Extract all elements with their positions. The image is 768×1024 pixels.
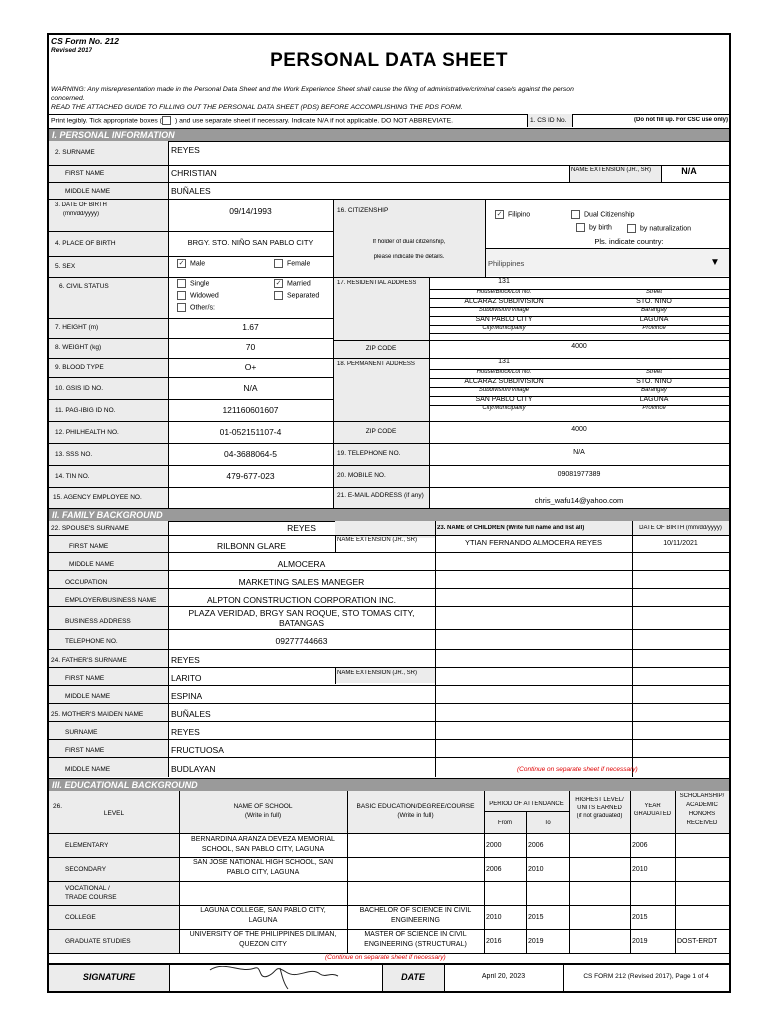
res-barangay-value[interactable]: STO. NIÑO	[636, 298, 672, 305]
honors-header-2: ACADEMIC	[686, 802, 718, 808]
to-header: To	[544, 820, 551, 826]
res-city-value[interactable]: SAN PABLO CITY	[475, 316, 533, 323]
country-value: Philippines	[488, 259, 525, 268]
sss-value[interactable]: 04-3688064-5	[224, 449, 277, 459]
level-graduate-studies: GRADUATE STUDIES	[65, 938, 131, 945]
mother-maiden-label: 25. MOTHER'S MAIDEN NAME	[51, 711, 144, 718]
pagibig-value[interactable]: 121160601607	[222, 405, 279, 415]
highest-level-header: HIGHEST LEVEL/	[575, 797, 624, 803]
date-value[interactable]: April 20, 2023	[481, 973, 526, 980]
perm-province-value[interactable]: LAGUNA	[639, 396, 669, 403]
education-number: 26.	[53, 803, 63, 810]
residential-address-label: 17. RESIDENTIAL ADDRESS	[337, 280, 417, 286]
level-elementary: ELEMENTARY	[65, 842, 109, 849]
year-graduated-value[interactable]: 2015	[632, 914, 648, 921]
perm-province-label: Province	[642, 405, 666, 411]
form-number: CS Form No. 212	[51, 36, 120, 46]
pob-value[interactable]: BRGY. STO. NIÑO SAN PABLO CITY	[187, 238, 314, 247]
school-value[interactable]: UNIVERSITY OF THE PHILIPPINES DILIMAN,	[189, 931, 337, 938]
checkbox-icon	[177, 303, 186, 312]
cs-id-label: 1. CS ID No.	[530, 117, 567, 124]
year-graduated-value[interactable]: 2019	[632, 938, 648, 945]
employer-value[interactable]: ALPTON CONSTRUCTION CORPORATION INC.	[206, 595, 397, 605]
father-middle-name-value[interactable]: ESPINA	[171, 691, 203, 701]
section-family-background: II. FAMILY BACKGROUND	[49, 508, 729, 522]
telephone-value[interactable]: N/A	[573, 449, 585, 456]
school-value[interactable]: SAN JOSE NATIONAL HIGH SCHOOL, SAN	[192, 859, 334, 866]
to-value[interactable]: 2006	[528, 842, 544, 849]
mother-maiden-value[interactable]: BUÑALES	[171, 709, 211, 719]
country-dropdown[interactable]	[486, 249, 729, 276]
honors-header-3: HONORS	[688, 811, 716, 817]
honors-header: SCHOLARSHIP/	[679, 793, 725, 799]
sex-female-option[interactable]: Female	[274, 259, 310, 268]
perm-zipcode-value[interactable]: 4000	[571, 426, 587, 433]
page-title: PERSONAL DATA SHEET	[270, 50, 508, 71]
mother-first-name-label: FIRST NAME	[65, 747, 105, 754]
level-trade-course: TRADE COURSE	[65, 894, 117, 901]
first-name-label: FIRST NAME	[65, 170, 105, 177]
period-header: PERIOD OF ATTENDANCE	[489, 801, 564, 807]
perm-house-label: House/Block/Lot No.	[476, 369, 532, 375]
checkbox-icon	[576, 223, 585, 232]
perm-house-value[interactable]: 131	[498, 358, 510, 365]
telephone-label: 19. TELEPHONE NO.	[337, 450, 401, 457]
email-value[interactable]: chris_wafu14@yahoo.com	[534, 496, 624, 505]
check-icon: ✓	[178, 260, 185, 267]
res-province-value[interactable]: LAGUNA	[639, 316, 669, 323]
spouse-middle-name-label: MIDDLE NAME	[69, 561, 115, 568]
school-value-2[interactable]: QUEZON CITY	[239, 941, 287, 948]
children-dob-label: DATE OF BIRTH (mm/dd/yyyy)	[639, 525, 722, 531]
from-value[interactable]: 2016	[486, 938, 502, 945]
level-vocational: VOCATIONAL /	[65, 885, 110, 892]
form-reference: CS FORM 212 (Revised 2017), Page 1 of 4	[583, 973, 709, 980]
mother-middle-name-value[interactable]: BUDLAYAN	[171, 764, 216, 774]
civil-others-option[interactable]: Other/s:	[177, 303, 215, 312]
signature-label: SIGNATURE	[82, 972, 136, 982]
checkbox-icon	[274, 291, 283, 300]
year-graduated-header-2: GRADUATED	[633, 811, 672, 817]
gsis-value[interactable]: N/A	[243, 383, 258, 393]
mother-surname-label: SURNAME	[65, 729, 98, 736]
guide-instruction: READ THE ATTACHED GUIDE TO FILLING OUT THE PERSONAL DATA SHEET (PDS) BEFORE ACCOMPLISHING THE PDS FORM.	[51, 104, 463, 111]
form-revision: Revised 2017	[51, 47, 93, 54]
honors-value[interactable]: DOST-ERDT	[677, 938, 718, 945]
perm-subdivision-value[interactable]: ALCARAZ SUBDIVISION	[464, 378, 544, 385]
citizenship-dual-option[interactable]: Dual Citizenship	[571, 210, 635, 219]
checkbox-icon	[274, 259, 283, 268]
res-subdivision-label: Subdivision/Village	[478, 307, 530, 313]
school-value-2[interactable]: SCHOOL, SAN PABLO CITY, LAGUNA	[201, 846, 325, 853]
dual-citizenship-note-2: please indicate the details.	[373, 254, 445, 260]
honors-header-4: RECEIVED	[686, 820, 718, 826]
tin-value[interactable]: 479-677-023	[226, 471, 275, 481]
civil-married-option[interactable]: ✓ Married	[275, 280, 311, 288]
perm-zipcode-label: ZIP CODE	[365, 428, 397, 435]
father-first-name-label: FIRST NAME	[65, 675, 105, 682]
school-value[interactable]: BERNARDINA ARANZA DEVEZA MEMORIAL	[191, 836, 335, 843]
highest-level-header-2: UNITS EARNED	[577, 805, 622, 811]
chevron-down-icon: ▼	[710, 257, 720, 268]
to-value[interactable]: 2019	[528, 938, 544, 945]
from-value[interactable]: 2006	[486, 866, 502, 873]
spouse-middle-name-value[interactable]: ALMOCERA	[277, 559, 326, 569]
spouse-surname-label: 22. SPOUSE'S SURNAME	[51, 525, 129, 532]
from-value[interactable]: 2000	[486, 842, 502, 849]
middle-name-label: MIDDLE NAME	[65, 188, 111, 195]
checkbox-icon	[571, 210, 580, 219]
blood-type-value[interactable]: O+	[244, 362, 257, 372]
section-personal-information: I. PERSONAL INFORMATION	[49, 128, 729, 142]
from-header: From	[498, 820, 512, 826]
res-house-label: House/Block/Lot No.	[476, 289, 532, 295]
philhealth-label: 12. PHILHEALTH NO.	[55, 429, 119, 436]
signature-image	[170, 966, 381, 990]
res-city-label: City/Municipality	[482, 325, 526, 331]
res-subdivision-value[interactable]: ALCARAZ SUBDIVISION	[464, 298, 544, 305]
civil-single-option[interactable]: Single	[177, 279, 209, 288]
school-value-2[interactable]: PABLO CITY, LAGUNA	[226, 869, 300, 876]
sex-male-option[interactable]: ✓ Male	[178, 260, 206, 268]
mother-surname-value[interactable]: REYES	[171, 727, 200, 737]
spouse-name-extension-label: NAME EXTENSION (JR., SR)	[337, 537, 418, 543]
father-name-extension-label: NAME EXTENSION (JR., SR)	[337, 670, 418, 676]
name-extension-label: NAME EXTENSION (JR., SR)	[571, 167, 652, 173]
highest-level-header-3: (if not graduated)	[576, 813, 623, 819]
cs-id-note: (Do not fill up. For CSC use only)	[634, 117, 728, 123]
from-value[interactable]: 2010	[486, 914, 502, 921]
height-value[interactable]: 1.67	[242, 322, 259, 332]
year-graduated-value[interactable]: 2010	[632, 866, 648, 873]
print-instruction: Print legibly. Tick appropriate boxes ( ) and use separate sheet if necessary. Indicate N/A if not applicable. DO NOT ABBREVIATE.	[51, 117, 454, 125]
res-zipcode-value[interactable]: 4000	[571, 343, 587, 350]
business-address-label: BUSINESS ADDRESS	[65, 618, 131, 625]
civil-status-label: 6. CIVIL STATUS	[59, 283, 109, 290]
sample-checkbox-icon	[162, 116, 171, 125]
education-continue-note: (Continue on separate sheet if necessary)	[325, 954, 446, 961]
level-college: COLLEGE	[65, 914, 96, 921]
spouse-telephone-value[interactable]: 09277744663	[275, 636, 328, 646]
weight-label: 8. WEIGHT (kg)	[55, 344, 102, 351]
father-surname-label: 24. FATHER'S SURNAME	[51, 657, 127, 664]
perm-city-value[interactable]: SAN PABLO CITY	[475, 396, 533, 403]
section-educational-background: III. EDUCATIONAL BACKGROUND	[49, 778, 729, 792]
checkbox-icon	[177, 291, 186, 300]
spouse-first-name-label: FIRST NAME	[69, 543, 109, 550]
sss-label: 13. SSS NO.	[55, 451, 93, 458]
course-header-note: (Write in full)	[397, 812, 434, 819]
perm-barangay-value[interactable]: STO. NIÑO	[636, 378, 672, 385]
citizenship-label: 16. CITIZENSHIP	[337, 207, 389, 214]
surname-label: 2. SURNAME	[55, 149, 95, 156]
pagibig-label: 11. PAG-IBIG ID NO.	[55, 407, 116, 414]
date-label: DATE	[401, 972, 425, 982]
res-zipcode-label: ZIP CODE	[365, 345, 397, 352]
father-first-name-value[interactable]: LARITO	[171, 673, 202, 683]
check-icon: ✓	[275, 280, 282, 287]
check-icon: ✓	[496, 211, 503, 218]
blood-type-label: 9. BLOOD TYPE	[55, 364, 104, 371]
mother-middle-name-label: MIDDLE NAME	[65, 766, 111, 773]
civil-widowed-option[interactable]: Widowed	[177, 291, 219, 300]
gsis-label: 10. GSIS ID NO.	[55, 385, 104, 392]
school-header: NAME OF SCHOOL	[233, 803, 293, 810]
perm-city-label: City/Municipality	[482, 405, 526, 411]
mobile-value[interactable]: 09081977389	[557, 471, 601, 478]
occupation-value[interactable]: MARKETING SALES MANEGER	[238, 577, 365, 587]
level-header: LEVEL	[103, 810, 125, 817]
agency-employee-label: 15. AGENCY EMPLOYEE NO.	[53, 494, 142, 501]
citizenship-filipino-option[interactable]: ✓ Filipino	[496, 211, 531, 219]
business-address-value-2[interactable]: BATANGAS	[278, 618, 325, 628]
res-province-label: Province	[642, 325, 666, 331]
mother-first-name-value[interactable]: FRUCTUOSA	[171, 745, 224, 755]
warning-text-2: concerned.	[51, 95, 85, 102]
checkbox-icon	[627, 224, 636, 233]
year-graduated-value[interactable]: 2006	[632, 842, 648, 849]
course-value-2[interactable]: ENGINEERING (STRUCTURAL)	[364, 941, 467, 948]
course-value[interactable]: MASTER OF SCIENCE IN CIVIL	[364, 931, 467, 938]
spouse-telephone-label: TELEPHONE NO.	[65, 638, 118, 645]
signature-field[interactable]	[170, 966, 381, 990]
course-header: BASIC EDUCATION/DEGREE/COURSE	[356, 803, 475, 810]
school-header-note: (Write in full)	[244, 812, 282, 819]
height-label: 7. HEIGHT (m)	[55, 324, 99, 331]
warning-text: WARNING: Any misrepresentation made in the Personal Data Sheet and the Work Experience Sheet shall cause the filing of administrative/criminal case/s against the person	[51, 86, 574, 93]
year-graduated-header: YEAR	[644, 803, 661, 809]
indicate-country-label: Pls. indicate country:	[594, 237, 664, 246]
father-middle-name-label: MIDDLE NAME	[65, 693, 111, 700]
dual-citizenship-note: If holder of dual citizenship,	[372, 239, 446, 245]
to-value[interactable]: 2010	[528, 866, 544, 873]
to-value[interactable]: 2015	[528, 914, 544, 921]
first-name-value[interactable]: CHRISTIAN	[171, 168, 217, 178]
checkbox-icon	[177, 279, 186, 288]
pob-label: 4. PLACE OF BIRTH	[55, 240, 116, 247]
course-value-2[interactable]: ENGINEERING	[390, 917, 440, 924]
surname-value[interactable]: REYES	[171, 145, 200, 155]
permanent-address-label: 18. PERMANENT ADDRESS	[337, 361, 415, 367]
email-label: 21. E-MAIL ADDRESS (if any)	[337, 492, 424, 499]
father-surname-value[interactable]: REYES	[171, 655, 200, 665]
citizenship-by-birth-option[interactable]: by birth	[576, 223, 612, 232]
tin-label: 14. TIN NO.	[55, 473, 90, 480]
family-continue-note: (Continue on separate sheet if necessary)	[517, 766, 638, 773]
school-value[interactable]: LAGUNA COLLEGE, SAN PABLO CITY,	[200, 907, 326, 914]
perm-subdivision-label: Subdivision/Village	[478, 387, 530, 393]
spouse-first-name-value[interactable]: RILBONN GLARE	[217, 541, 286, 551]
occupation-label: OCCUPATION	[65, 579, 108, 586]
dob-label: 3. DATE OF BIRTH	[55, 202, 107, 208]
middle-name-value[interactable]: BUÑALES	[171, 186, 211, 196]
civil-separated-option[interactable]: Separated	[274, 291, 319, 300]
children-label: 23. NAME of CHILDREN (Write full name and list all)	[437, 525, 585, 531]
res-street-label: Street	[645, 289, 662, 295]
school-value-2[interactable]: LAGUNA	[248, 917, 278, 924]
perm-barangay-label: Barangay	[641, 387, 667, 393]
mobile-label: 20. MOBILE NO.	[337, 472, 386, 479]
dob-format-label: (mm/dd/yyyy)	[63, 211, 99, 217]
child-name-value[interactable]: YTIAN FERNANDO ALMOCERA REYES	[464, 538, 603, 547]
employer-label: EMPLOYER/BUSINESS NAME	[65, 597, 157, 604]
child-dob-value[interactable]: 10/11/2021	[663, 540, 698, 547]
philhealth-value[interactable]: 01-052151107-4	[219, 427, 282, 437]
citizenship-naturalization-option[interactable]: by naturalization	[627, 224, 691, 233]
level-secondary: SECONDARY	[65, 866, 107, 873]
pds-form	[47, 33, 731, 993]
dob-value[interactable]: 09/14/1993	[229, 206, 272, 216]
spouse-surname-value[interactable]: REYES	[287, 523, 316, 533]
name-extension-value[interactable]: N/A	[681, 166, 697, 176]
res-house-value[interactable]: 131	[498, 278, 510, 285]
perm-street-label: Street	[645, 369, 662, 375]
weight-value[interactable]: 70	[245, 342, 256, 352]
sex-label: 5. SEX	[55, 263, 76, 270]
course-value[interactable]: BACHELOR OF SCIENCE IN CIVIL	[359, 907, 472, 914]
res-barangay-label: Barangay	[641, 307, 667, 313]
business-address-value[interactable]: PLAZA VERIDAD, BRGY SAN ROQUE, STO TOMAS CITY,	[188, 608, 415, 618]
